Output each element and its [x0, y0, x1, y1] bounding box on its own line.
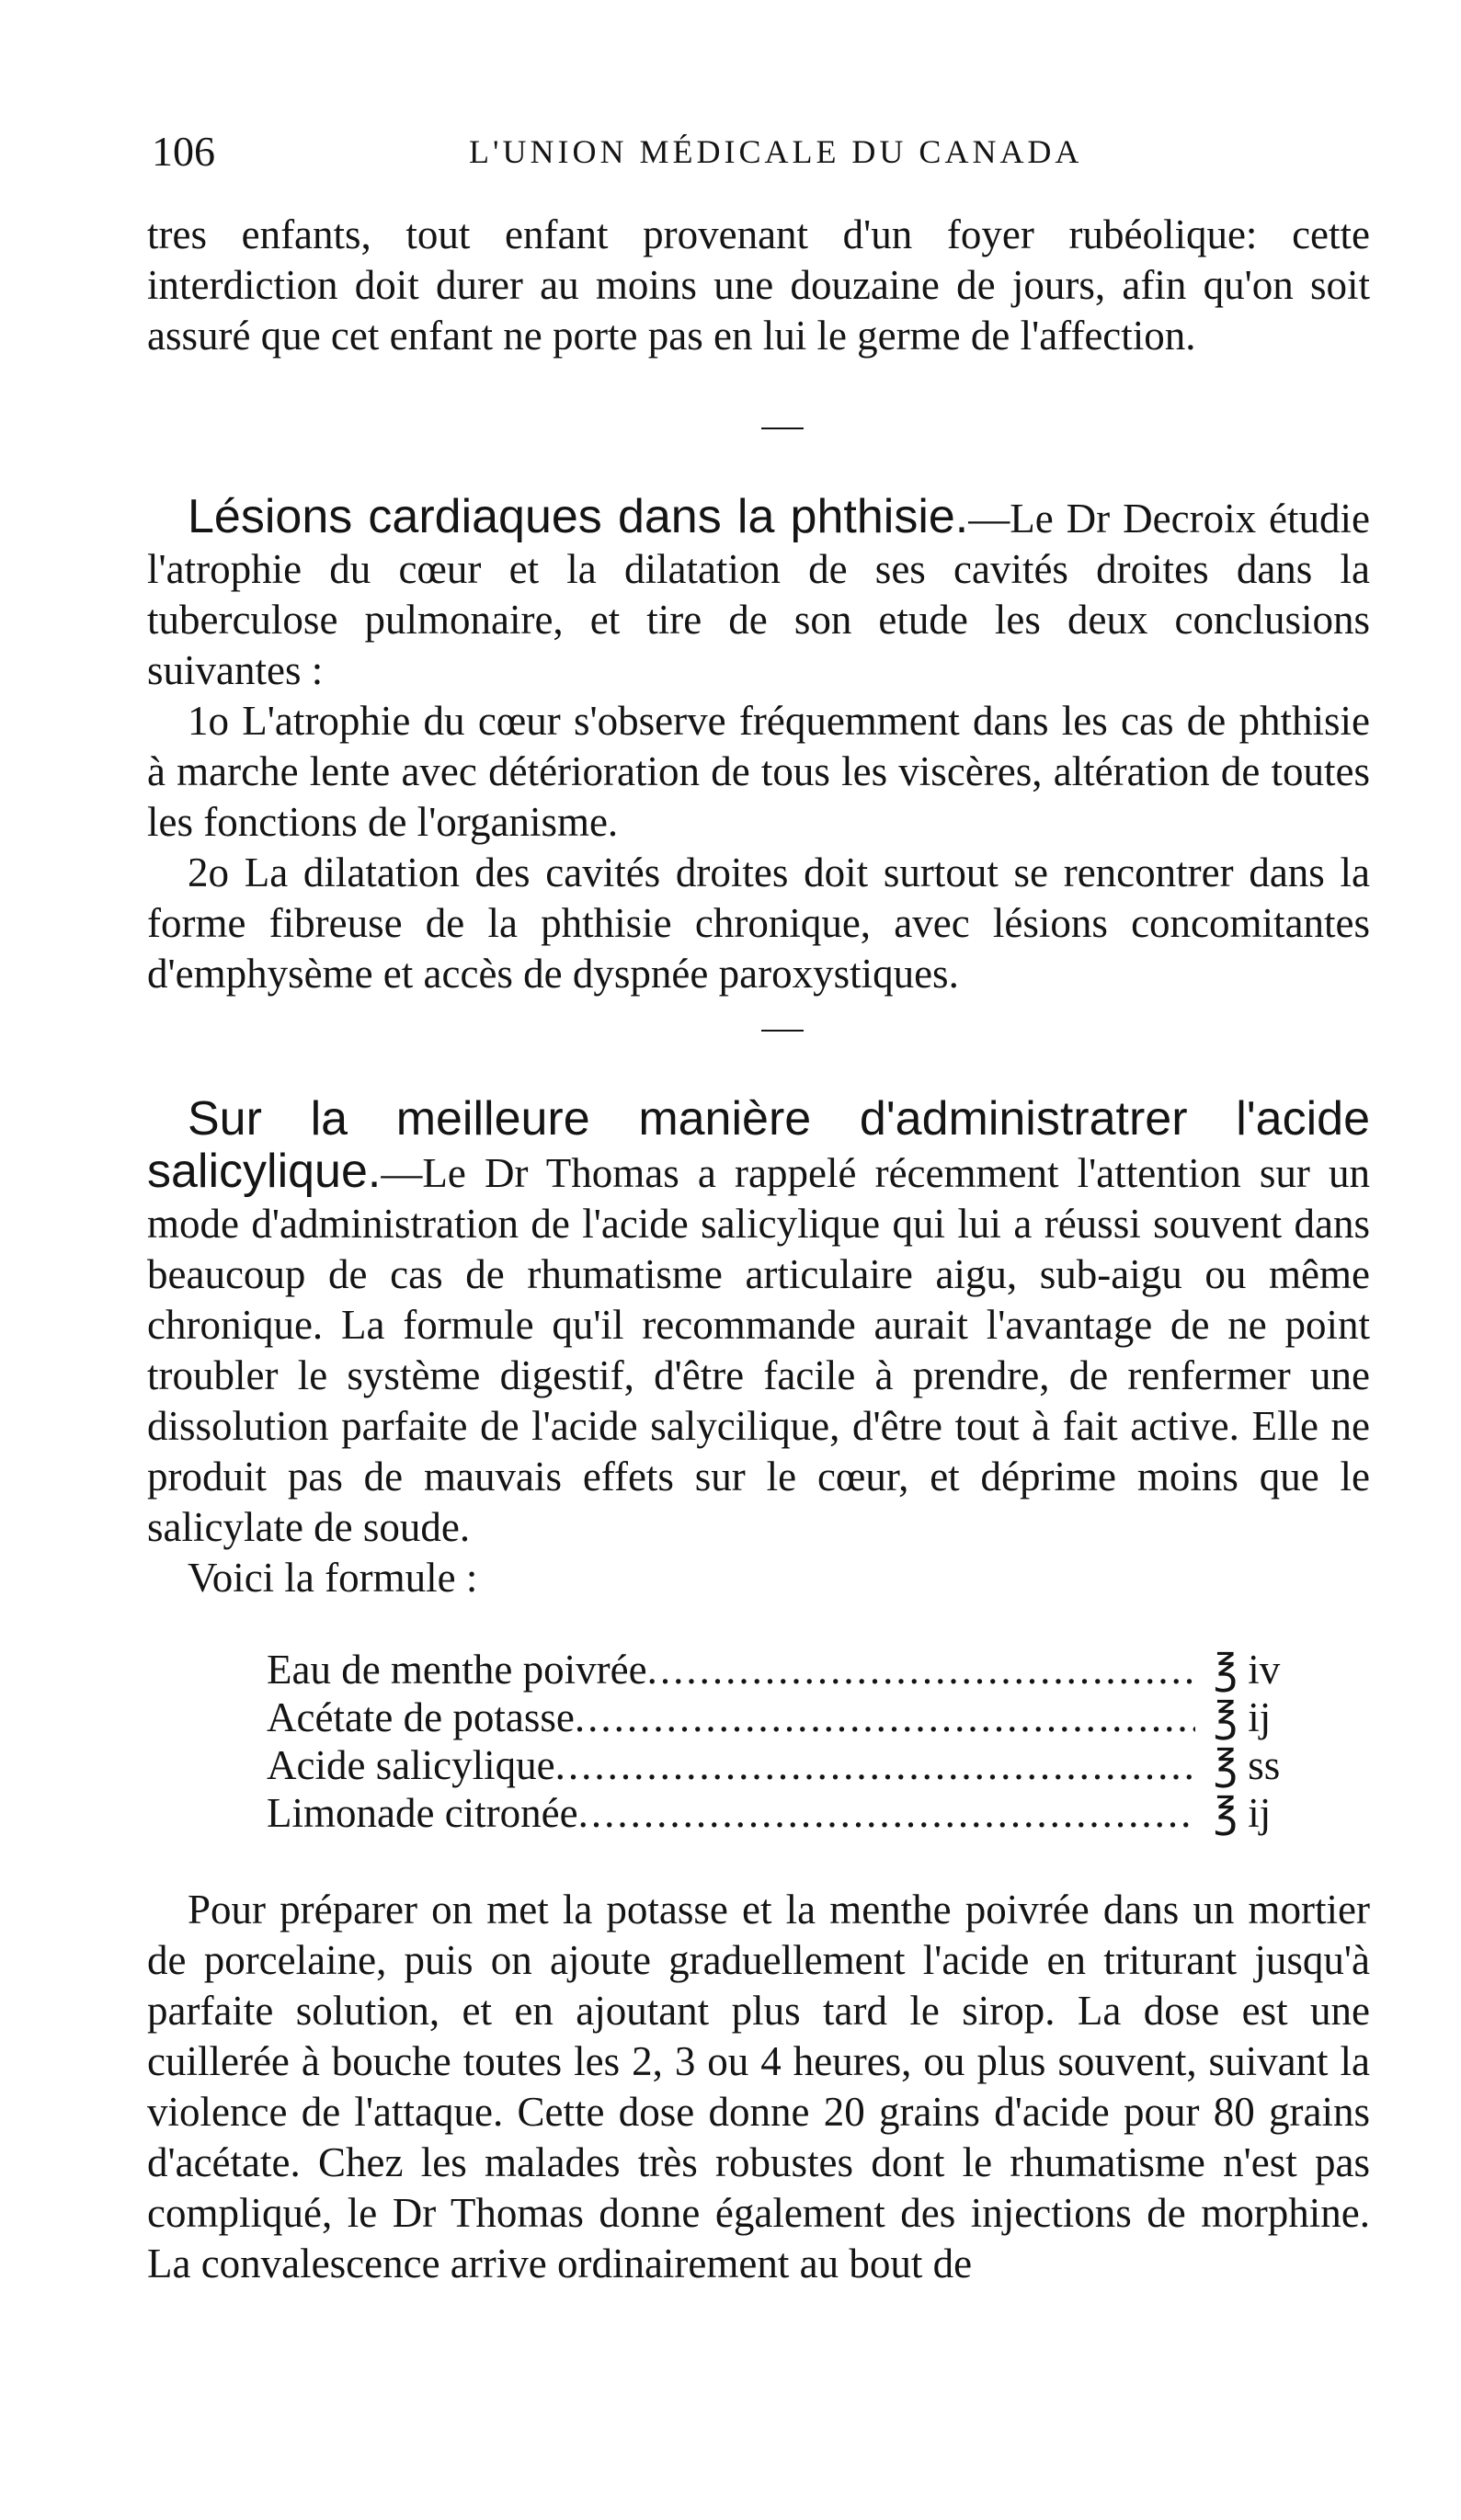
- formula-intro: Voici la formule :: [188, 1555, 478, 1601]
- formula-row: [267, 1646, 1306, 1693]
- conclusion-1: 1o L'atrophie du cœur s'observe fréquemment dans les cas de phthisie à marche lente avec détérioration de tous les viscères, altération de toutes les fonctions de l'organisme.: [147, 698, 1370, 845]
- formula-quantity: ℥ ss: [1214, 1742, 1281, 1788]
- running-head: [152, 127, 1365, 182]
- section-intro: —Le Dr Decroix étudie l'atrophie du cœur et la dilatation de ses cavités droites dans la tuberculose pulmonaire, et tire de son etude les deux conclusions suivantes :: [147, 496, 1370, 693]
- formula-row: [267, 1741, 1306, 1789]
- formula-list: [267, 1646, 1306, 1837]
- journal-title: L'UNION MÉDICALE DU CANADA: [469, 133, 1083, 170]
- page-number: 106: [152, 128, 215, 175]
- section-acide-salicylique: [147, 1094, 1370, 1603]
- formula-ingredient: Limonade citronée: [267, 1790, 578, 1836]
- dot-leader: [578, 1789, 1195, 1837]
- dot-leader: [575, 1693, 1195, 1741]
- dot-leader: [647, 1646, 1195, 1693]
- formula-quantity: ℥ iv: [1214, 1647, 1281, 1693]
- section-divider: [761, 1030, 804, 1032]
- section-lesions-paragraph: [147, 492, 1370, 696]
- formula-ingredient: Acétate de potasse: [267, 1694, 575, 1740]
- section-salicylique-paragraph: [147, 1094, 1370, 1553]
- formula-quantity: ℥ ij: [1214, 1694, 1272, 1740]
- section-heading: Sur la meilleure manière d'administratrer l'acide salicylique.: [147, 1092, 1370, 1198]
- formula-ingredient: Acide salicylique: [267, 1742, 555, 1788]
- section-divider: [761, 428, 804, 429]
- dot-leader: [555, 1741, 1195, 1789]
- section-heading: Lésions cardiaques dans la phthisie.: [188, 490, 969, 543]
- closing-paragraph: [147, 1885, 1370, 2289]
- formula-row: [267, 1789, 1306, 1837]
- formula-ingredient: Eau de menthe poivrée: [267, 1647, 647, 1693]
- formula-row: [267, 1693, 1306, 1741]
- section-intro: —Le Dr Thomas a rappelé récemment l'attention sur un mode d'administration de l'acide salicylique qui lui a réussi souvent dans beaucoup de cas de rhumatisme articulaire aigu, sub-aigu ou même chronique. La formule qu'il recommande aurait l'avantage de ne point troubler le système digestif, d'être facile à prendre, de renfermer une dissolution parfaite de l'acide salycilique, d'être tout à fait active. Elle ne produit pas de mauvais effets sur le cœur, et déprime moins que le salicylate de soude.: [147, 1150, 1370, 1550]
- section-lesions-cardiaques: [147, 492, 1370, 999]
- carryover-paragraph: [147, 210, 1370, 361]
- conclusion-2: 2o La dilatation des cavités droites doit surtout se rencontrer dans la forme fibreuse de la phthisie chronique, avec lésions concomitantes d'emphysème et accès de dyspnée paroxystiques.: [147, 850, 1370, 997]
- carryover-text: tres enfants, tout enfant provenant d'un foyer rubéolique: cette interdiction doit durer au moins une douzaine de jours, afin qu'on soit assuré que cet enfant ne porte pas en lui le germe de l'affection.: [147, 211, 1370, 359]
- formula-quantity: ℥ ij: [1214, 1790, 1272, 1836]
- preparation-text: Pour préparer on met la potasse et la menthe poivrée dans un mortier de porcelaine, puis on ajoute graduellement l'acide en triturant jusqu'à parfaite solution, et en ajoutant plus tard le sirop. La dose est une cuillerée à bouche toutes les 2, 3 ou 4 heures, ou plus souvent, suivant la violence de l'attaque. Cette dose donne 20 grains d'acide pour 80 grains d'acétate. Chez les malades très robustes dont le rhumatisme n'est pas compliqué, le Dr Thomas donne également des injections de morphine. La convalescence arrive ordinairement au bout de: [147, 1887, 1370, 2286]
